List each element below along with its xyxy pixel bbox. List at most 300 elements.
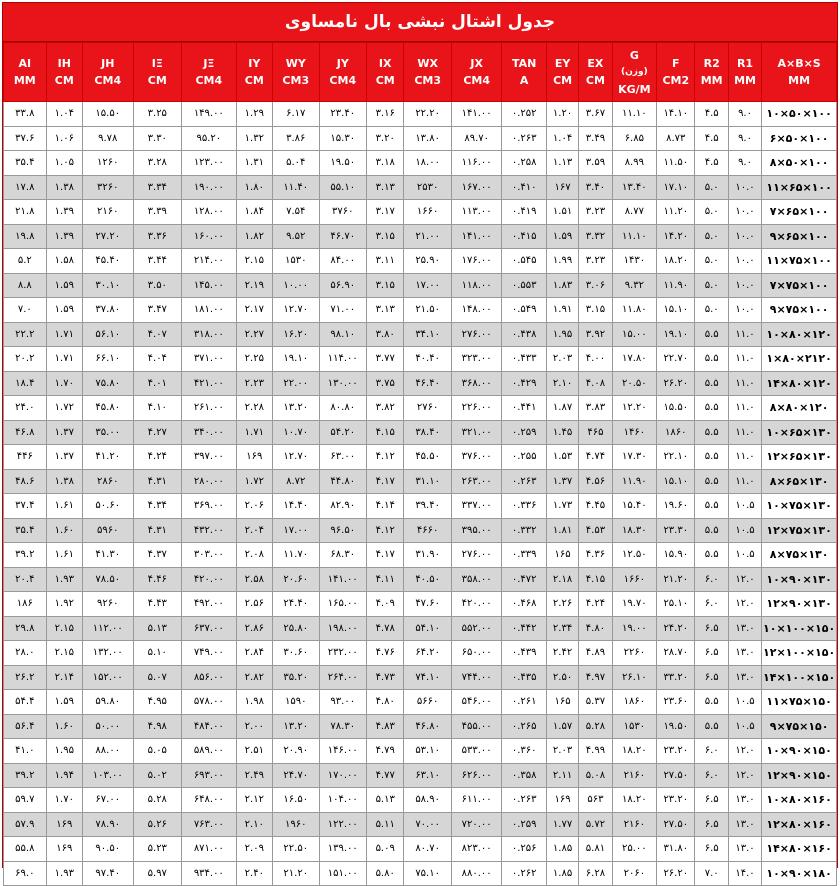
- value-cell: ۰.۴۱۵: [502, 224, 546, 249]
- value-cell: ۱۵۱.۰۰: [319, 861, 367, 886]
- value-cell: ۵.۵: [695, 469, 728, 494]
- value-cell: ۲.۵۶: [236, 592, 272, 617]
- column-header-top: AI: [18, 57, 32, 70]
- value-cell: ۱.۹۳: [46, 567, 82, 592]
- value-cell: ۱۱.۰: [728, 371, 761, 396]
- size-cell: ۱۳۰×۹۰×۱۲: [762, 592, 837, 617]
- value-cell: ۴.۳۷: [133, 543, 182, 568]
- value-cell: ۱۲.۵۰: [612, 543, 656, 568]
- value-cell: ۲۲.۲: [4, 322, 47, 347]
- column-header-bottom: CM4: [195, 74, 223, 87]
- value-cell: ۲۱.۲۰: [657, 567, 695, 592]
- value-cell: ۴۵.۵۰: [404, 445, 452, 470]
- value-cell: ۶.۵: [695, 837, 728, 862]
- value-cell: ۱۵.۵۰: [83, 102, 134, 127]
- value-cell: ۳.۱۵: [579, 298, 612, 323]
- value-cell: ۱۰.۰: [728, 224, 761, 249]
- value-cell: ۴۴.۸۰: [319, 469, 367, 494]
- value-cell: ۲۷.۵۰: [657, 763, 695, 788]
- value-cell: ۱.۹۵: [546, 322, 578, 347]
- value-cell: ۱۰.۵: [728, 518, 761, 543]
- value-cell: ۸.۸: [4, 273, 47, 298]
- value-cell: ۲.۲۵: [236, 347, 272, 372]
- value-cell: ۰.۳۳۲: [502, 518, 546, 543]
- value-cell: ۱۶۵.۰۰: [319, 592, 367, 617]
- value-cell: ۲۲.۷۰: [657, 347, 695, 372]
- size-cell: ۲۱۲۰×۸۰×۱: [762, 347, 837, 372]
- size-cell: ۱۲۰×۸۰×۸: [762, 396, 837, 421]
- value-cell: ۱۲.۷۰: [273, 298, 320, 323]
- value-cell: ۳.۱۸: [367, 151, 404, 176]
- value-cell: ۱۱.۱۰: [612, 224, 656, 249]
- table-row: [4, 126, 837, 151]
- value-cell: ۱۸۶۰: [657, 420, 695, 445]
- value-cell: ۱.۹۹: [546, 249, 578, 274]
- value-cell: ۱۳.۲۰: [273, 714, 320, 739]
- value-cell: ۰.۵۴۵: [502, 249, 546, 274]
- size-cell: ۱۶۰×۸۰×۱۰: [762, 788, 837, 813]
- size-cell: ۱۰۰×۶۵×۷: [762, 200, 837, 225]
- value-cell: ۲۳.۲۰: [657, 739, 695, 764]
- value-cell: ۹.۳۲: [612, 273, 656, 298]
- table-row: [4, 812, 837, 837]
- value-cell: ۴۹۲.۰۰: [182, 592, 237, 617]
- table-row: [4, 322, 837, 347]
- value-cell: ۴.۳۱: [133, 518, 182, 543]
- value-cell: ۵.۱۰: [133, 641, 182, 666]
- value-cell: ۱۴.۰: [728, 861, 761, 886]
- value-cell: ۱۴۱.۰۰: [451, 102, 502, 127]
- value-cell: ۳۲۳.۰۰: [451, 347, 502, 372]
- value-cell: ۴.۰۱: [133, 371, 182, 396]
- value-cell: ۴۱.۲۰: [83, 445, 134, 470]
- value-cell: ۲۵.۸۰: [273, 616, 320, 641]
- value-cell: ۲.۱۵: [46, 616, 82, 641]
- table-row: [4, 739, 837, 764]
- value-cell: ۲.۱۴: [46, 665, 82, 690]
- value-cell: ۱۹.۷۰: [612, 592, 656, 617]
- value-cell: ۱.۶۰: [46, 518, 82, 543]
- value-cell: ۰.۲۵۹: [502, 420, 546, 445]
- value-cell: ۸۰.۷۰: [404, 837, 452, 862]
- column-header-middle: (وزن): [621, 66, 648, 77]
- value-cell: ۵.۰: [695, 224, 728, 249]
- value-cell: ۴.۰۹: [367, 592, 404, 617]
- value-cell: ۵۳.۱۰: [404, 739, 452, 764]
- value-cell: ۱۰۴.۰۰: [319, 788, 367, 813]
- value-cell: ۱۲۸.۰۰: [182, 200, 237, 225]
- value-cell: ۵.۰۹: [367, 837, 404, 862]
- column-header-top: A×B×S: [777, 57, 821, 70]
- value-cell: ۰.۲۵۹: [502, 812, 546, 837]
- value-cell: ۱۷.۱۰: [657, 175, 695, 200]
- value-cell: ۴.۵: [695, 102, 728, 127]
- value-cell: ۵.۰: [695, 249, 728, 274]
- value-cell: ۳۵.۲۰: [273, 665, 320, 690]
- value-cell: ۱۱.۲۰: [657, 200, 695, 225]
- value-cell: ۲۸.۰: [4, 641, 47, 666]
- page-title: جدول اشتال نبشی بال نامساوی: [3, 3, 837, 42]
- value-cell: ۶۳.۱۰: [404, 763, 452, 788]
- value-cell: ۰.۴۳۵: [502, 665, 546, 690]
- value-cell: ۳.۷۷: [367, 347, 404, 372]
- value-cell: ۱۵.۰۰: [612, 322, 656, 347]
- value-cell: ۲.۰۳: [546, 347, 578, 372]
- value-cell: ۱.۳۲: [236, 126, 272, 151]
- value-cell: ۳.۱۶: [367, 102, 404, 127]
- value-cell: ۱.۷۱: [46, 347, 82, 372]
- value-cell: ۱.۷۳: [546, 494, 578, 519]
- value-cell: ۳۴.۱۰: [404, 322, 452, 347]
- value-cell: ۲.۱۰: [546, 371, 578, 396]
- value-cell: ۴۱.۰: [4, 739, 47, 764]
- column-header-bottom: CM2: [662, 74, 690, 87]
- value-cell: ۱.۸۴: [236, 200, 272, 225]
- value-cell: ۳۹.۲: [4, 543, 47, 568]
- value-cell: ۳۱.۱۰: [404, 469, 452, 494]
- value-cell: ۳.۵۹: [579, 151, 612, 176]
- value-cell: ۳.۲۳: [579, 200, 612, 225]
- value-cell: ۱.۴۵: [546, 420, 578, 445]
- value-cell: ۹۸.۱۰: [319, 322, 367, 347]
- table-row: [4, 690, 837, 715]
- value-cell: ۵.۰: [695, 298, 728, 323]
- value-cell: ۵۶.۴: [4, 714, 47, 739]
- value-cell: ۲۸.۷۰: [657, 641, 695, 666]
- value-cell: ۰.۴۴۲: [502, 616, 546, 641]
- size-cell: ۱۰۰×۷۵×۹: [762, 298, 837, 323]
- value-cell: ۳.۸۳: [579, 396, 612, 421]
- value-cell: ۳۹۷.۰۰: [182, 445, 237, 470]
- value-cell: ۱۹۰.۰۰: [182, 175, 237, 200]
- table-row: [4, 224, 837, 249]
- column-header: [451, 43, 502, 102]
- column-header: [182, 43, 237, 102]
- value-cell: ۲.۲۷: [236, 322, 272, 347]
- value-cell: ۱۶۷: [546, 175, 578, 200]
- value-cell: ۲۰۶۰: [612, 861, 656, 886]
- value-cell: ۳۷.۶: [4, 126, 47, 151]
- value-cell: ۱۰.۰: [728, 249, 761, 274]
- value-cell: ۰.۴۴۱: [502, 396, 546, 421]
- value-cell: ۱.۹۱: [546, 298, 578, 323]
- value-cell: ۶۴۸.۰۰: [182, 788, 237, 813]
- value-cell: ۱۶.۵۰: [273, 788, 320, 813]
- value-cell: ۱۳.۲۰: [273, 396, 320, 421]
- value-cell: ۵.۰۲: [133, 763, 182, 788]
- value-cell: ۴۵.۴۰: [83, 249, 134, 274]
- value-cell: ۱۲.۰: [728, 567, 761, 592]
- value-cell: ۱۲۲.۰۰: [319, 812, 367, 837]
- value-cell: ۱.۹۴: [46, 763, 82, 788]
- value-cell: ۱۷.۳۰: [612, 445, 656, 470]
- table-row: [4, 347, 837, 372]
- value-cell: ۲۸۰.۰۰: [182, 469, 237, 494]
- size-cell: ۱۳۰×۷۵×۸: [762, 543, 837, 568]
- column-header-bottom: CM: [375, 74, 395, 87]
- value-cell: ۴.۹۷: [579, 665, 612, 690]
- value-cell: ۲۳.۴۰: [319, 102, 367, 127]
- column-header: [273, 43, 320, 102]
- value-cell: ۳.۱۳: [367, 298, 404, 323]
- value-cell: ۳.۱۱: [367, 249, 404, 274]
- value-cell: ۴۷.۶۰: [404, 592, 452, 617]
- value-cell: ۱۵.۳۰: [319, 126, 367, 151]
- value-cell: ۳.۲۸: [133, 151, 182, 176]
- value-cell: ۸.۹۹: [612, 151, 656, 176]
- value-cell: ۴.۷۳: [367, 665, 404, 690]
- value-cell: ۶۷.۰۰: [83, 788, 134, 813]
- value-cell: ۱۲.۰: [728, 592, 761, 617]
- value-cell: ۱۱.۰: [728, 347, 761, 372]
- value-cell: ۲.۰۳: [546, 739, 578, 764]
- value-cell: ۱۴۹.۰۰: [182, 102, 237, 127]
- value-cell: ۱۴.۴۰: [273, 494, 320, 519]
- value-cell: ۱.۷۰: [46, 788, 82, 813]
- value-cell: ۴.۰۴: [133, 347, 182, 372]
- value-cell: ۰.۲۵۸: [502, 151, 546, 176]
- value-cell: ۲.۱۵: [236, 249, 272, 274]
- value-cell: ۲۸۶۰: [83, 469, 134, 494]
- table-row: [4, 151, 837, 176]
- value-cell: ۵۶۳: [579, 788, 612, 813]
- value-cell: ۲.۴۰: [236, 861, 272, 886]
- size-cell: ۱۸۰×۹۰×۱۰: [762, 861, 837, 886]
- value-cell: ۲۲.۲۰: [404, 102, 452, 127]
- value-cell: ۲۷۶.۰۰: [451, 322, 502, 347]
- value-cell: ۷۵.۸۰: [83, 371, 134, 396]
- value-cell: ۳.۴۷: [133, 298, 182, 323]
- value-cell: ۱.۸۱: [546, 518, 578, 543]
- value-cell: ۸۴.۰۰: [319, 249, 367, 274]
- value-cell: ۰.۴۱۰: [502, 175, 546, 200]
- value-cell: ۲۲۶۰: [612, 641, 656, 666]
- value-cell: ۵.۵: [695, 445, 728, 470]
- value-cell: ۱۵.۵۰: [657, 396, 695, 421]
- size-cell: ۱۰۰×۵۰×۶: [762, 126, 837, 151]
- size-cell: ۱۳۰×۶۵×۱۲: [762, 445, 837, 470]
- value-cell: ۱۱۸.۰۰: [451, 273, 502, 298]
- value-cell: ۱۶۹: [236, 445, 272, 470]
- value-cell: ۱۰.۵: [728, 690, 761, 715]
- column-header-bottom: CM: [244, 74, 264, 87]
- value-cell: ۷۲۰.۰۰: [451, 812, 502, 837]
- value-cell: ۲.۵۸: [236, 567, 272, 592]
- column-header-bottom: MM: [734, 74, 756, 87]
- value-cell: ۳.۱۷: [367, 200, 404, 225]
- value-cell: ۱۱.۴۰: [273, 175, 320, 200]
- value-cell: ۰.۴۳۸: [502, 322, 546, 347]
- value-cell: ۱۳.۰: [728, 616, 761, 641]
- value-cell: ۹۰.۵۰: [83, 837, 134, 862]
- value-cell: ۴.۹۸: [133, 714, 182, 739]
- value-cell: ۳.۰۶: [579, 273, 612, 298]
- value-cell: ۲.۵۱: [236, 739, 272, 764]
- value-cell: ۵.۳۷: [579, 690, 612, 715]
- value-cell: ۲.۰۸: [236, 543, 272, 568]
- value-cell: ۱۱.۱۰: [612, 102, 656, 127]
- size-cell: ۱۰۰×۷۵×۱۱: [762, 249, 837, 274]
- table-row: [4, 396, 837, 421]
- value-cell: ۱۸.۲۰: [612, 739, 656, 764]
- value-cell: ۶.۰: [695, 592, 728, 617]
- value-cell: ۱.۷۲: [46, 396, 82, 421]
- value-cell: ۱۸.۲۰: [657, 249, 695, 274]
- value-cell: ۲.۱۷: [236, 298, 272, 323]
- value-cell: ۴.۰۰: [579, 347, 612, 372]
- value-cell: ۵.۹۷: [133, 861, 182, 886]
- value-cell: ۵۴۶.۰۰: [451, 690, 502, 715]
- value-cell: ۷۸.۹۰: [83, 812, 134, 837]
- value-cell: ۴.۸۹: [579, 641, 612, 666]
- column-header-bottom: MM: [700, 74, 723, 87]
- value-cell: ۶.۵: [695, 788, 728, 813]
- value-cell: ۱۴.۲۰: [657, 224, 695, 249]
- value-cell: ۵۵.۱۰: [319, 175, 367, 200]
- value-cell: ۲۶۳.۰۰: [451, 469, 502, 494]
- value-cell: ۰.۵۵۳: [502, 273, 546, 298]
- value-cell: ۵.۸۰: [367, 861, 404, 886]
- value-cell: ۲.۲۶: [546, 592, 578, 617]
- table-row: [4, 298, 837, 323]
- value-cell: ۱.۵۷: [546, 714, 578, 739]
- value-cell: ۵.۲۶: [133, 812, 182, 837]
- value-cell: ۶۴.۲۰: [404, 641, 452, 666]
- table-row: [4, 518, 837, 543]
- value-cell: ۲۲.۰۰: [273, 371, 320, 396]
- value-cell: ۲۰.۵۰: [612, 371, 656, 396]
- value-cell: ۲.۲۸: [236, 396, 272, 421]
- value-cell: ۱.۶۱: [46, 543, 82, 568]
- value-cell: ۲۰.۹۰: [273, 739, 320, 764]
- column-header-bottom: CM: [553, 74, 573, 87]
- value-cell: ۴.۱۴: [367, 494, 404, 519]
- value-cell: ۴.۲۷: [133, 420, 182, 445]
- value-cell: ۱۱.۰: [728, 396, 761, 421]
- value-cell: ۴.۷۷: [367, 763, 404, 788]
- column-header-top: JX: [470, 57, 483, 70]
- value-cell: ۴.۱۲: [367, 518, 404, 543]
- value-cell: ۱۹۶۰: [273, 812, 320, 837]
- table-header: [4, 43, 837, 102]
- value-cell: ۲۷.۲۰: [83, 224, 134, 249]
- value-cell: ۱۱.۸۰: [612, 298, 656, 323]
- value-cell: ۱۲۳.۰۰: [182, 151, 237, 176]
- value-cell: ۵.۰۵: [133, 739, 182, 764]
- value-cell: ۱۰.۰: [728, 298, 761, 323]
- value-cell: ۱۹.۰۰: [612, 616, 656, 641]
- value-cell: ۵.۱۳: [367, 788, 404, 813]
- value-cell: ۳۷.۸۰: [83, 298, 134, 323]
- value-cell: ۱۱.۰: [728, 322, 761, 347]
- value-cell: ۱.۵۹: [46, 273, 82, 298]
- value-cell: ۹.۰: [728, 151, 761, 176]
- value-cell: ۱.۳۸: [46, 469, 82, 494]
- value-cell: ۱۵.۹۰: [657, 543, 695, 568]
- value-cell: ۶.۰: [695, 763, 728, 788]
- column-header-bottom: CM3: [282, 74, 310, 87]
- value-cell: ۱۱.۰: [728, 469, 761, 494]
- column-header-top: R2: [703, 57, 720, 70]
- value-cell: ۸۸۰.۰۰: [451, 861, 502, 886]
- value-cell: ۲.۴۲: [546, 641, 578, 666]
- table-row: [4, 102, 837, 127]
- value-cell: ۲۵.۰۰: [612, 837, 656, 862]
- value-cell: ۴.۴۶: [133, 567, 182, 592]
- value-cell: ۲۶۴.۰۰: [319, 665, 367, 690]
- column-header-top: F: [672, 57, 680, 70]
- value-cell: ۱۳.۰: [728, 812, 761, 837]
- value-cell: ۳۲۶۰: [83, 175, 134, 200]
- value-cell: ۶۶.۱۰: [83, 347, 134, 372]
- value-cell: ۱.۰۵: [46, 151, 82, 176]
- value-cell: ۱۴.۱۰: [657, 102, 695, 127]
- value-cell: ۲.۵۰: [546, 665, 578, 690]
- value-cell: ۴۸۴.۰۰: [182, 714, 237, 739]
- value-cell: ۴۶.۴۰: [404, 371, 452, 396]
- value-cell: ۴۳۲.۰۰: [182, 518, 237, 543]
- value-cell: ۱.۵۸: [46, 249, 82, 274]
- value-cell: ۵۵.۸: [4, 837, 47, 862]
- value-cell: ۱.۵۳: [546, 445, 578, 470]
- value-cell: ۱۷.۰۰: [404, 273, 452, 298]
- value-cell: ۱۶۹: [546, 788, 578, 813]
- value-cell: ۴۰.۴۰: [404, 347, 452, 372]
- value-cell: ۸۵۶.۰۰: [182, 665, 237, 690]
- value-cell: ۳۹.۴۰: [404, 494, 452, 519]
- value-cell: ۱۰.۷۰: [273, 420, 320, 445]
- value-cell: ۲۱.۵۰: [404, 298, 452, 323]
- value-cell: ۱۰.۵: [728, 714, 761, 739]
- value-cell: ۲۳.۳۰: [657, 518, 695, 543]
- value-cell: ۱.۸۳: [546, 273, 578, 298]
- value-cell: ۰.۲۶۳: [502, 788, 546, 813]
- value-cell: ۳.۱۳: [367, 175, 404, 200]
- value-cell: ۳۳.۸: [4, 102, 47, 127]
- value-cell: ۷.۵۴: [273, 200, 320, 225]
- value-cell: ۹۷.۴۰: [83, 861, 134, 886]
- value-cell: ۱۳.۰: [728, 641, 761, 666]
- value-cell: ۳۳.۲۰: [657, 665, 695, 690]
- value-cell: ۲۷.۵۰: [657, 812, 695, 837]
- value-cell: ۳.۳۹: [133, 200, 182, 225]
- value-cell: ۱۵.۱۰: [657, 298, 695, 323]
- value-cell: ۶۱۱.۰۰: [451, 788, 502, 813]
- value-cell: ۰.۳۳۶: [502, 494, 546, 519]
- value-cell: ۰.۴۶۸: [502, 592, 546, 617]
- value-cell: ۳.۴۹: [579, 126, 612, 151]
- value-cell: ۵.۵: [695, 396, 728, 421]
- column-header-top: WX: [417, 57, 438, 70]
- value-cell: ۱.۷۱: [46, 322, 82, 347]
- column-header-top: EY: [554, 57, 571, 70]
- column-header: [46, 43, 82, 102]
- value-cell: ۱۹۸.۰۰: [319, 616, 367, 641]
- value-cell: ۴۶.۸۰: [404, 714, 452, 739]
- size-cell: ۱۵۰×۱۰۰×۱۴: [762, 665, 837, 690]
- column-header-top: R1: [736, 57, 754, 70]
- value-cell: ۳.۳۴: [133, 175, 182, 200]
- value-cell: ۲۰.۴: [4, 567, 47, 592]
- value-cell: ۱.۹۵: [46, 739, 82, 764]
- value-cell: ۱.۸۵: [546, 861, 578, 886]
- value-cell: ۱۱.۹۰: [657, 273, 695, 298]
- value-cell: ۳۱.۹۰: [404, 543, 452, 568]
- value-cell: ۲۶.۲۰: [657, 371, 695, 396]
- size-cell: ۱۵۰×۹۰×۱۲: [762, 763, 837, 788]
- value-cell: ۱۹.۵۰: [319, 151, 367, 176]
- value-cell: ۲۶۱.۰۰: [182, 396, 237, 421]
